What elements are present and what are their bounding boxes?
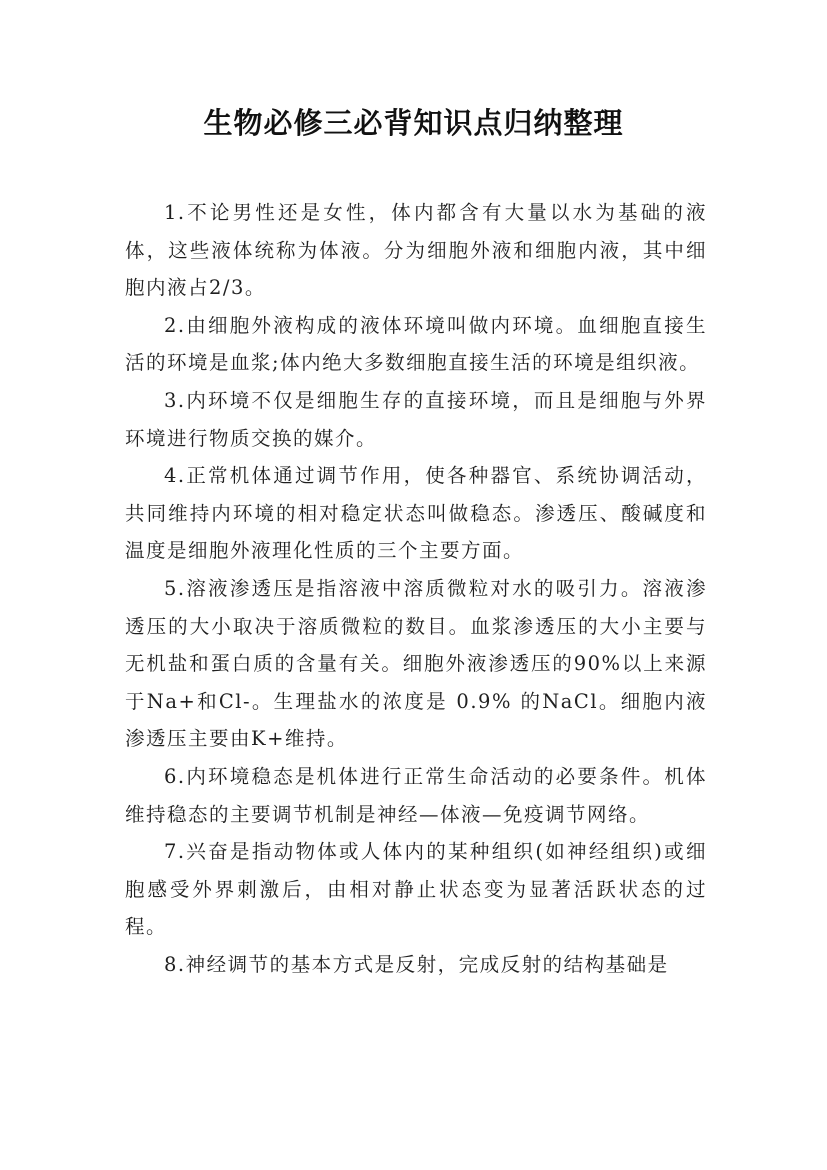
paragraph-3: 3.内环境不仅是细胞生存的直接环境，而且是细胞与外界环境进行物质交换的媒介。	[125, 388, 707, 450]
paragraph-2: 2.由细胞外液构成的液体环境叫做内环境。血细胞直接生活的环境是血浆;体内绝大多数细胞直接生活的环境是组织液。	[125, 313, 707, 375]
paragraph-5: 5.溶液渗透压是指溶液中溶质微粒对水的吸引力。溶液渗透压的大小取决于溶质微粒的数目。血浆渗透压的大小主要与无机盐和蛋白质的含量有关。细胞外液渗透压的90%以上来源于Na+和Cl-。生理盐水的浓度是 0.9% 的NaCl。细胞内液渗透压主要由K+维持。	[125, 576, 707, 751]
document-title: 生物必修三必背知识点归纳整理	[203, 106, 624, 140]
paragraph-7: 7.兴奋是指动物体或人体内的某种组织(如神经组织)或细胞感受外界刺激后，由相对静止状态变为显著活跃状态的过程。	[125, 840, 707, 939]
paragraph-4: 4.正常机体通过调节作用，使各种器官、系统协调活动，共同维持内环境的相对稳定状态叫做稳态。渗透压、酸碱度和温度是细胞外液理化性质的三个主要方面。	[125, 464, 707, 563]
paragraph-6: 6.内环境稳态是机体进行正常生命活动的必要条件。机体维持稳态的主要调节机制是神经—体液—免疫调节网络。	[125, 764, 707, 826]
paragraph-8: 8.神经调节的基本方式是反射，完成反射的结构基础是	[164, 952, 669, 976]
paragraph-1: 1.不论男性还是女性，体内都含有大量以水为基础的液体，这些液体统称为体液。分为细胞外液和细胞内液，其中细胞内液占2/3。	[125, 201, 707, 300]
document-body	[125, 194, 707, 983]
